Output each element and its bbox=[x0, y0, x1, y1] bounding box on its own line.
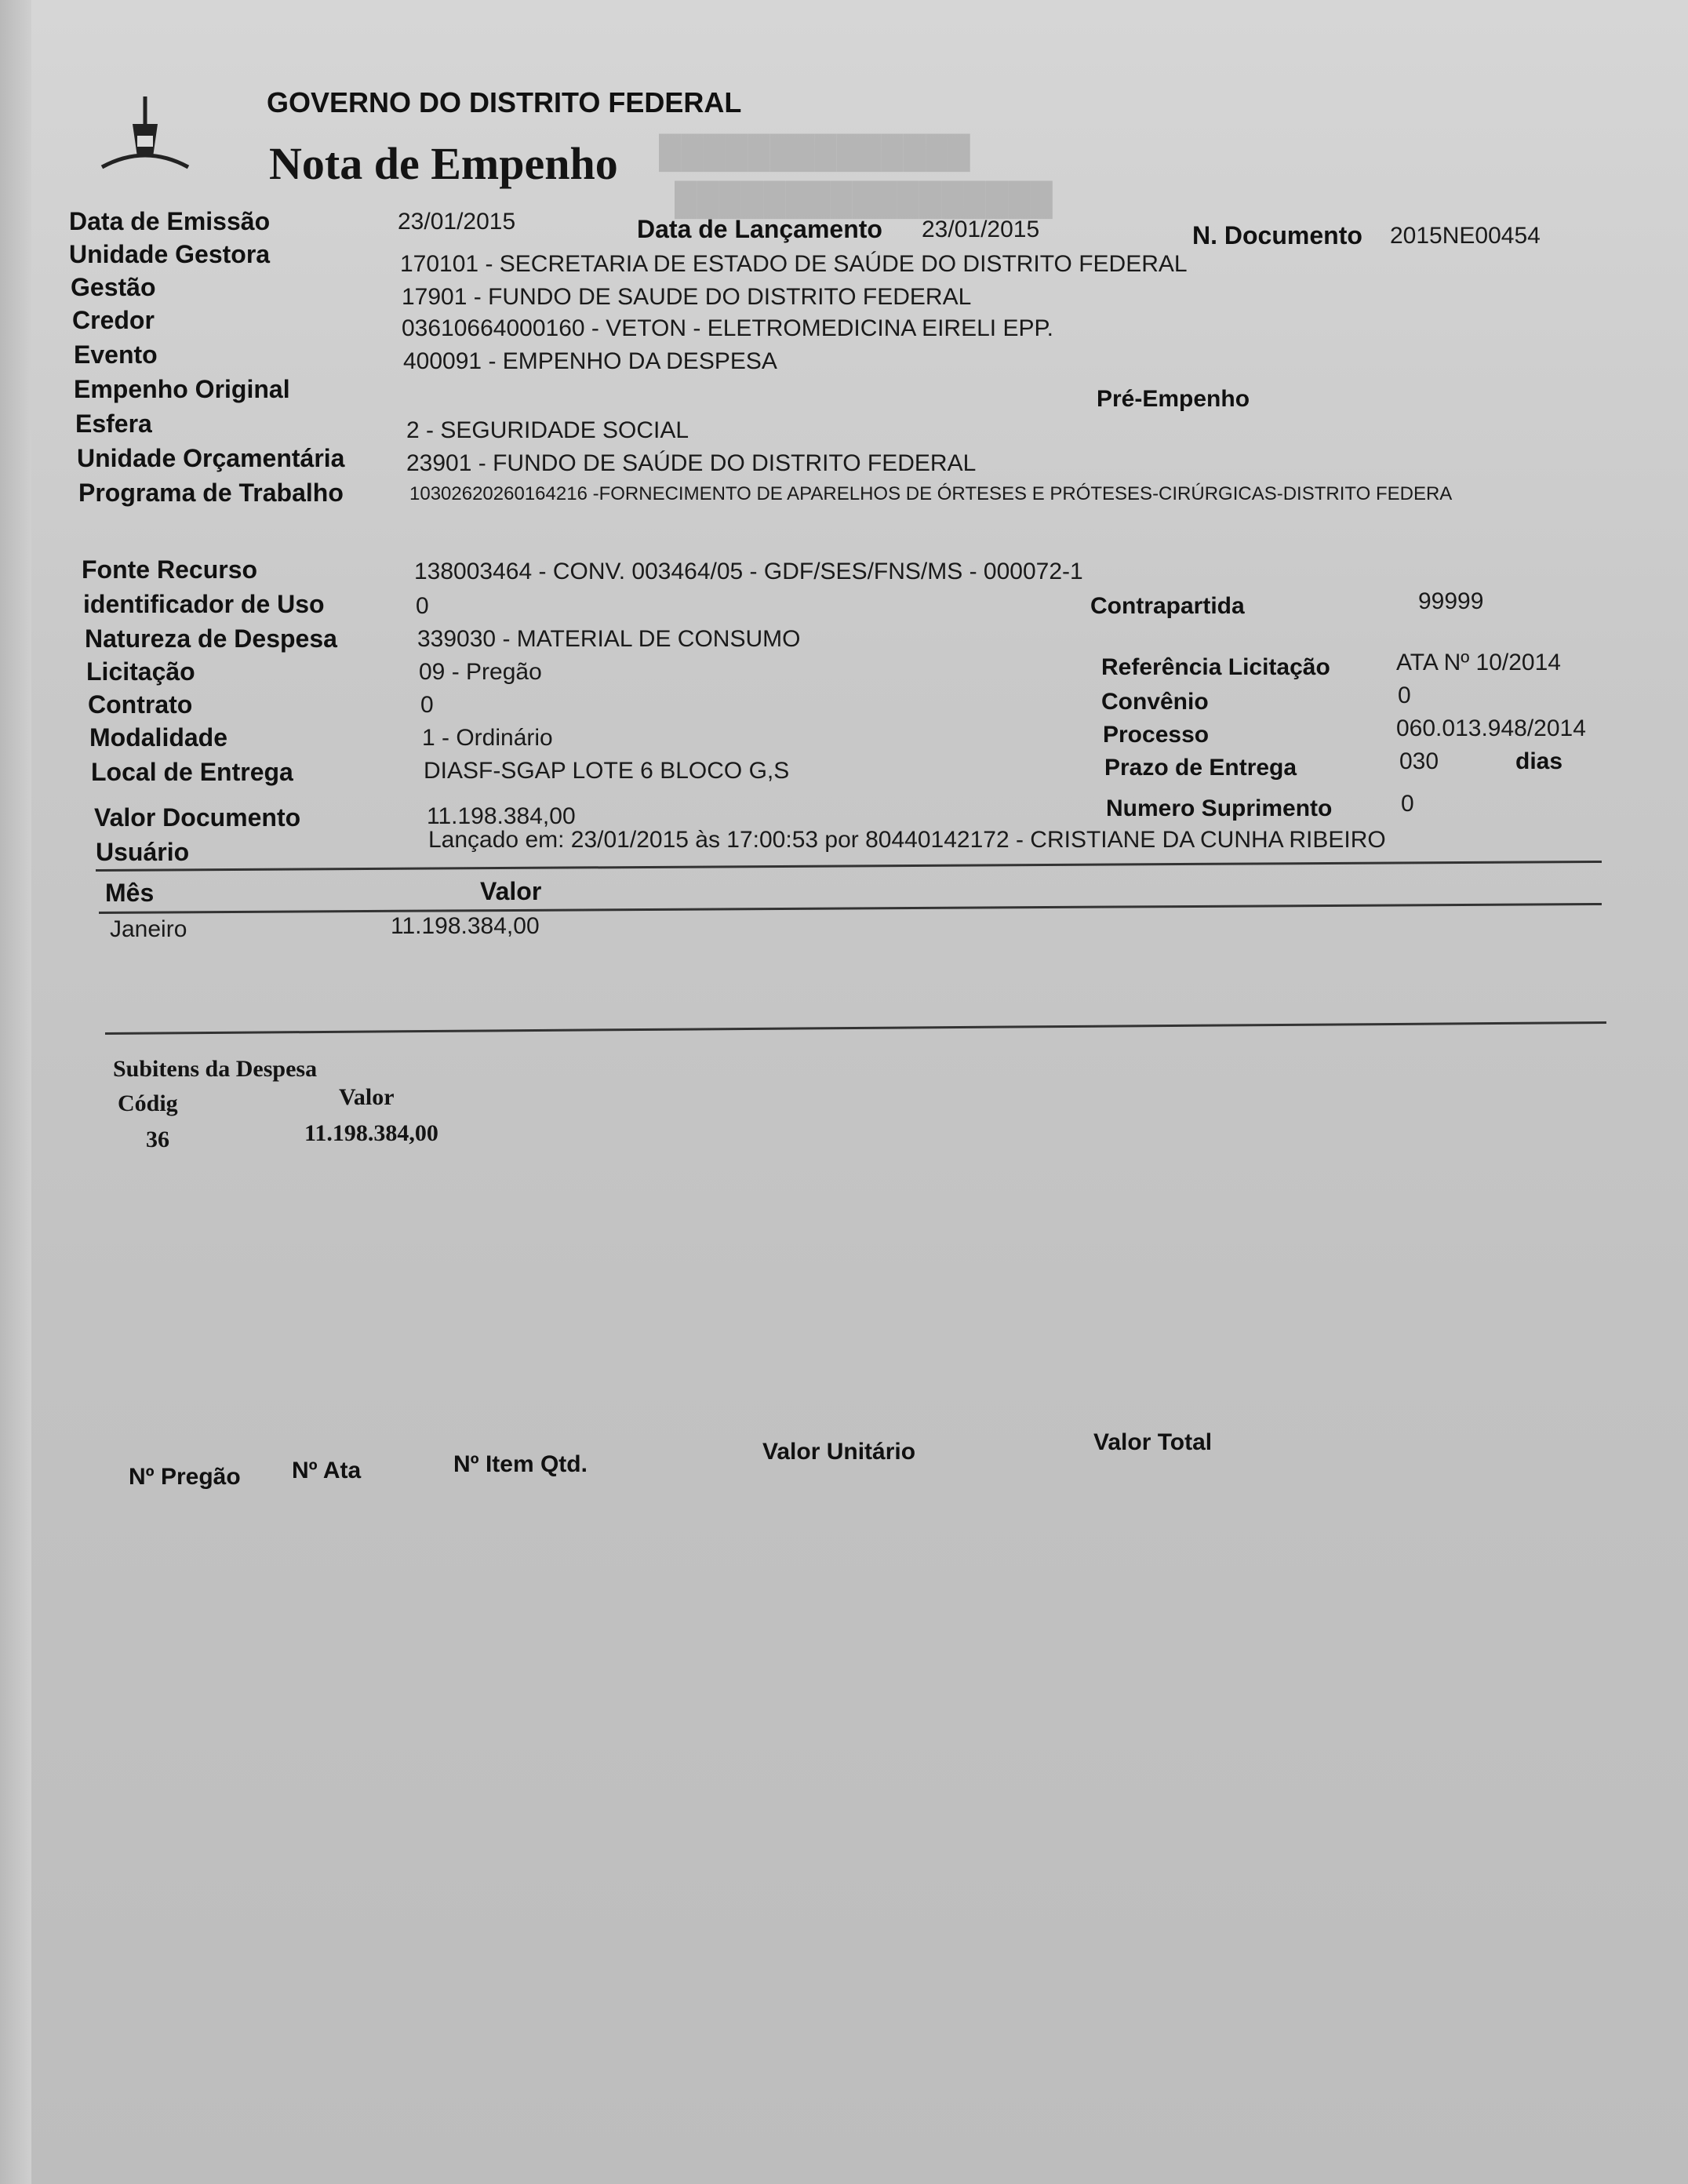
month-table-header-valor: Valor bbox=[480, 877, 542, 905]
esfera-label: Esfera bbox=[75, 410, 152, 438]
subitem-valor-cell: 11.198.384,00 bbox=[304, 1120, 438, 1146]
unidade-orcamentaria-label: Unidade Orçamentária bbox=[77, 444, 345, 472]
data-lancamento-value: 23/01/2015 bbox=[922, 217, 1040, 242]
referencia-licitacao-label: Referência Licitação bbox=[1101, 654, 1330, 680]
credor-value: 03610664000160 - VETON - ELETROMEDICINA EIRELI EPP. bbox=[402, 315, 1053, 341]
pre-empenho-label: Pré-Empenho bbox=[1097, 386, 1250, 412]
subitens-header-codigo: Códig bbox=[118, 1090, 178, 1116]
credor-label: Credor bbox=[72, 306, 155, 334]
convenio-value: 0 bbox=[1398, 682, 1411, 708]
evento-label: Evento bbox=[74, 340, 158, 369]
contrapartida-value: 99999 bbox=[1418, 588, 1484, 614]
valor-documento-value: 11.198.384,00 bbox=[427, 803, 576, 829]
items-header-ata: Nº Ata bbox=[292, 1458, 362, 1483]
items-header-item-qtd: Nº Item Qtd. bbox=[453, 1451, 588, 1477]
convenio-label: Convênio bbox=[1101, 689, 1209, 715]
prazo-entrega-unit: dias bbox=[1515, 748, 1563, 774]
usuario-value: Lançado em: 23/01/2015 às 17:00:53 por 80440142172 - CRISTIANE DA CUNHA RIBEIRO bbox=[428, 827, 1386, 853]
document-title: Nota de Empenho bbox=[269, 138, 618, 189]
contrapartida-label: Contrapartida bbox=[1090, 593, 1245, 619]
numero-suprimento-label: Numero Suprimento bbox=[1106, 795, 1333, 821]
bleed-through-text: █████████████████ bbox=[675, 181, 1053, 217]
paper-left-edge bbox=[0, 0, 31, 2184]
data-emissao-label: Data de Emissão bbox=[69, 207, 271, 235]
licitacao-label: Licitação bbox=[86, 657, 195, 686]
subitem-codigo-cell: 36 bbox=[146, 1127, 169, 1152]
modalidade-label: Modalidade bbox=[89, 723, 228, 752]
data-lancamento-label: Data de Lançamento bbox=[637, 215, 882, 243]
identificador-uso-value: 0 bbox=[416, 593, 429, 619]
n-documento-value: 2015NE00454 bbox=[1390, 223, 1541, 249]
data-emissao-value: 23/01/2015 bbox=[398, 209, 516, 235]
n-documento-label: N. Documento bbox=[1192, 221, 1362, 249]
prazo-entrega-value: 030 bbox=[1399, 748, 1439, 774]
gdf-emblem-icon bbox=[98, 93, 192, 179]
items-header-valor-total: Valor Total bbox=[1093, 1429, 1213, 1455]
natureza-despesa-value: 339030 - MATERIAL DE CONSUMO bbox=[417, 626, 801, 652]
programa-trabalho-label: Programa de Trabalho bbox=[78, 479, 344, 507]
unidade-gestora-label: Unidade Gestora bbox=[69, 240, 271, 268]
modalidade-value: 1 - Ordinário bbox=[422, 725, 553, 751]
referencia-licitacao-value: ATA Nº 10/2014 bbox=[1396, 650, 1561, 675]
empenho-original-label: Empenho Original bbox=[74, 375, 290, 403]
valor-documento-label: Valor Documento bbox=[94, 803, 301, 832]
items-header-pregao: Nº Pregão bbox=[129, 1464, 241, 1490]
natureza-despesa-label: Natureza de Despesa bbox=[85, 624, 337, 653]
licitacao-value: 09 - Pregão bbox=[419, 659, 542, 685]
month-table-header-mes: Mês bbox=[105, 879, 155, 907]
bleed-through-text: ██████████████ bbox=[659, 134, 970, 169]
programa-trabalho-value: 10302620260164216 -FORNECIMENTO DE APARELHOS DE ÓRTESES E PRÓTESES-CIRÚRGICAS-DISTRITO FEDERA bbox=[409, 483, 1453, 504]
items-header-valor-unitario: Valor Unitário bbox=[762, 1439, 916, 1465]
local-entrega-value: DIASF-SGAP LOTE 6 BLOCO G,S bbox=[424, 758, 790, 784]
month-value-cell: 11.198.384,00 bbox=[391, 913, 540, 939]
gestao-label: Gestão bbox=[71, 273, 156, 301]
evento-value: 400091 - EMPENHO DA DESPESA bbox=[403, 348, 777, 374]
divider-line bbox=[105, 1021, 1606, 1035]
contrato-value: 0 bbox=[420, 692, 434, 718]
subitens-title: Subitens da Despesa bbox=[113, 1056, 318, 1082]
esfera-value: 2 - SEGURIDADE SOCIAL bbox=[406, 417, 689, 443]
prazo-entrega-label: Prazo de Entrega bbox=[1104, 755, 1297, 781]
unidade-gestora-value: 170101 - SECRETARIA DE ESTADO DE SAÚDE DO DISTRITO FEDERAL bbox=[400, 251, 1188, 277]
numero-suprimento-value: 0 bbox=[1401, 791, 1414, 817]
unidade-orcamentaria-value: 23901 - FUNDO DE SAÚDE DO DISTRITO FEDERAL bbox=[406, 450, 977, 476]
fonte-recurso-value: 138003464 - CONV. 003464/05 - GDF/SES/FNS/MS - 000072-1 bbox=[414, 559, 1083, 584]
subitens-header-valor: Valor bbox=[339, 1084, 395, 1110]
government-name: GOVERNO DO DISTRITO FEDERAL bbox=[267, 86, 742, 118]
divider-line bbox=[99, 903, 1602, 914]
processo-label: Processo bbox=[1103, 722, 1210, 748]
usuario-label: Usuário bbox=[96, 838, 190, 866]
divider-line bbox=[96, 861, 1602, 872]
gestao-value: 17901 - FUNDO DE SAUDE DO DISTRITO FEDERAL bbox=[402, 284, 972, 310]
fonte-recurso-label: Fonte Recurso bbox=[82, 555, 258, 584]
contrato-label: Contrato bbox=[88, 690, 193, 719]
processo-value: 060.013.948/2014 bbox=[1396, 715, 1586, 741]
local-entrega-label: Local de Entrega bbox=[91, 758, 293, 786]
month-cell: Janeiro bbox=[110, 916, 187, 942]
identificador-uso-label: identificador de Uso bbox=[83, 590, 325, 618]
